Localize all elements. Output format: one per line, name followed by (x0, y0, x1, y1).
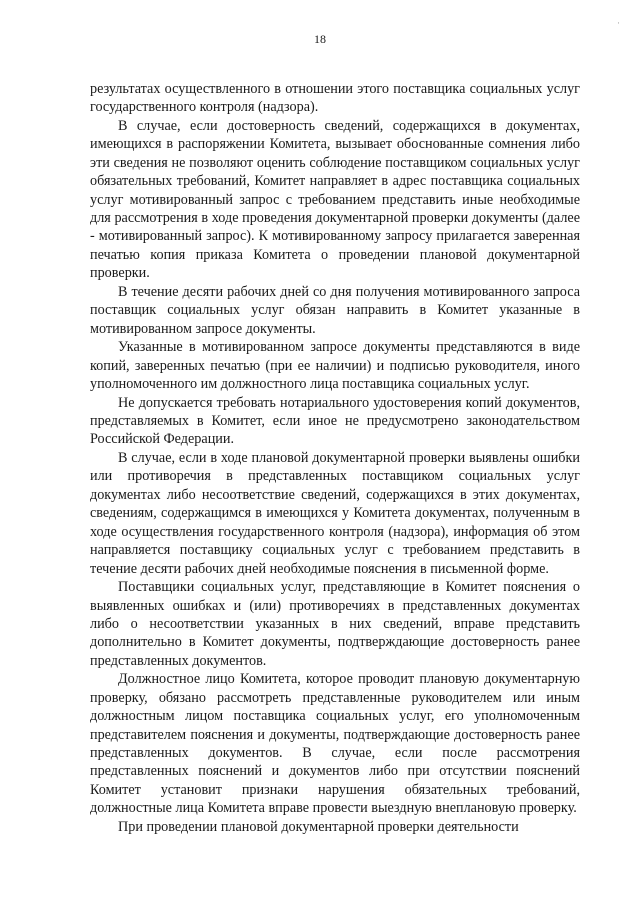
paragraph-continuation: результатах осуществленного в отношении этого поставщика социальных услуг государственного контроля (надзора). (90, 81, 580, 116)
corner-mark: · (617, 18, 620, 28)
paragraph: В течение десяти рабочих дней со дня получения мотивированного запроса поставщик социальных услуг обязан направить в Комитет указанные в мотивированном запросе документы. (90, 283, 580, 337)
page-number: 18 (314, 32, 326, 46)
paragraph: В случае, если в ходе плановой документарной проверки выявлены ошибки или противоречия в представленных поставщиком социальных услуг документах либо несоответствие сведений, содержащихся в этих документах, сведениям, содержащимся в имеющихся у Комитета документах, полученным в ходе осуществления государственного контроля (надзора), информация об этом направляется поставщику социальных услуг с требованием представить в течение десяти рабочих дней необходимые пояснения в письменной форме. (90, 450, 580, 577)
paragraph: В случае, если достоверность сведений, содержащихся в документах, имеющихся в распоряжении Комитета, вызывает обоснованные сомнения либо эти сведения не позволяют оценить соблюдение поставщиком социальных услуг обязательных требований, Комитет направляет в адрес поставщика социальных услуг мотивированный запрос с требованием представить иные необходимые для рассмотрения в ходе проведения документарной проверки документы (далее - мотивированный запрос). К мотивированному запросу прилагается заверенная печатью копия приказа Комитета о проведении плановой документарной проверки. (90, 118, 580, 282)
paragraph: Указанные в мотивированном запросе документы представляются в виде копий, заверенных печатью (при ее наличии) и подписью руководителя, иного уполномоченного им должностного лица поставщика социальных услуг. (90, 339, 580, 393)
paragraph-truncated: При проведении плановой документарной проверки деятельности (118, 818, 519, 835)
document-body (90, 80, 580, 836)
paragraph: Должностное лицо Комитета, которое проводит плановую документарную проверку, обязано рассмотреть представленные руководителем или иным должностным лицом поставщика социальных услуг, его уполномоченным представителем пояснения и документы, подтверждающие достоверность ранее представленных документов. В случае, если после рассмотрения представленных пояснений и документов либо при отсутствии пояснений Комитет установит признаки нарушения обязательных требований, должностные лица Комитета вправе провести выездную внеплановую проверку. (90, 671, 580, 817)
paragraph: Не допускается требовать нотариального удостоверения копий документов, представляемых в Комитет, если иное не предусмотрено законодательством Российской Федерации. (90, 394, 580, 448)
paragraph: Поставщики социальных услуг, представляющие в Комитет пояснения о выявленных ошибках и (или) противоречиях в представленных документах либо о несоответствии указанных в них сведений, вправе представить дополнительно в Комитет документы, подтверждающие достоверность ранее представленных документов. (90, 579, 580, 669)
